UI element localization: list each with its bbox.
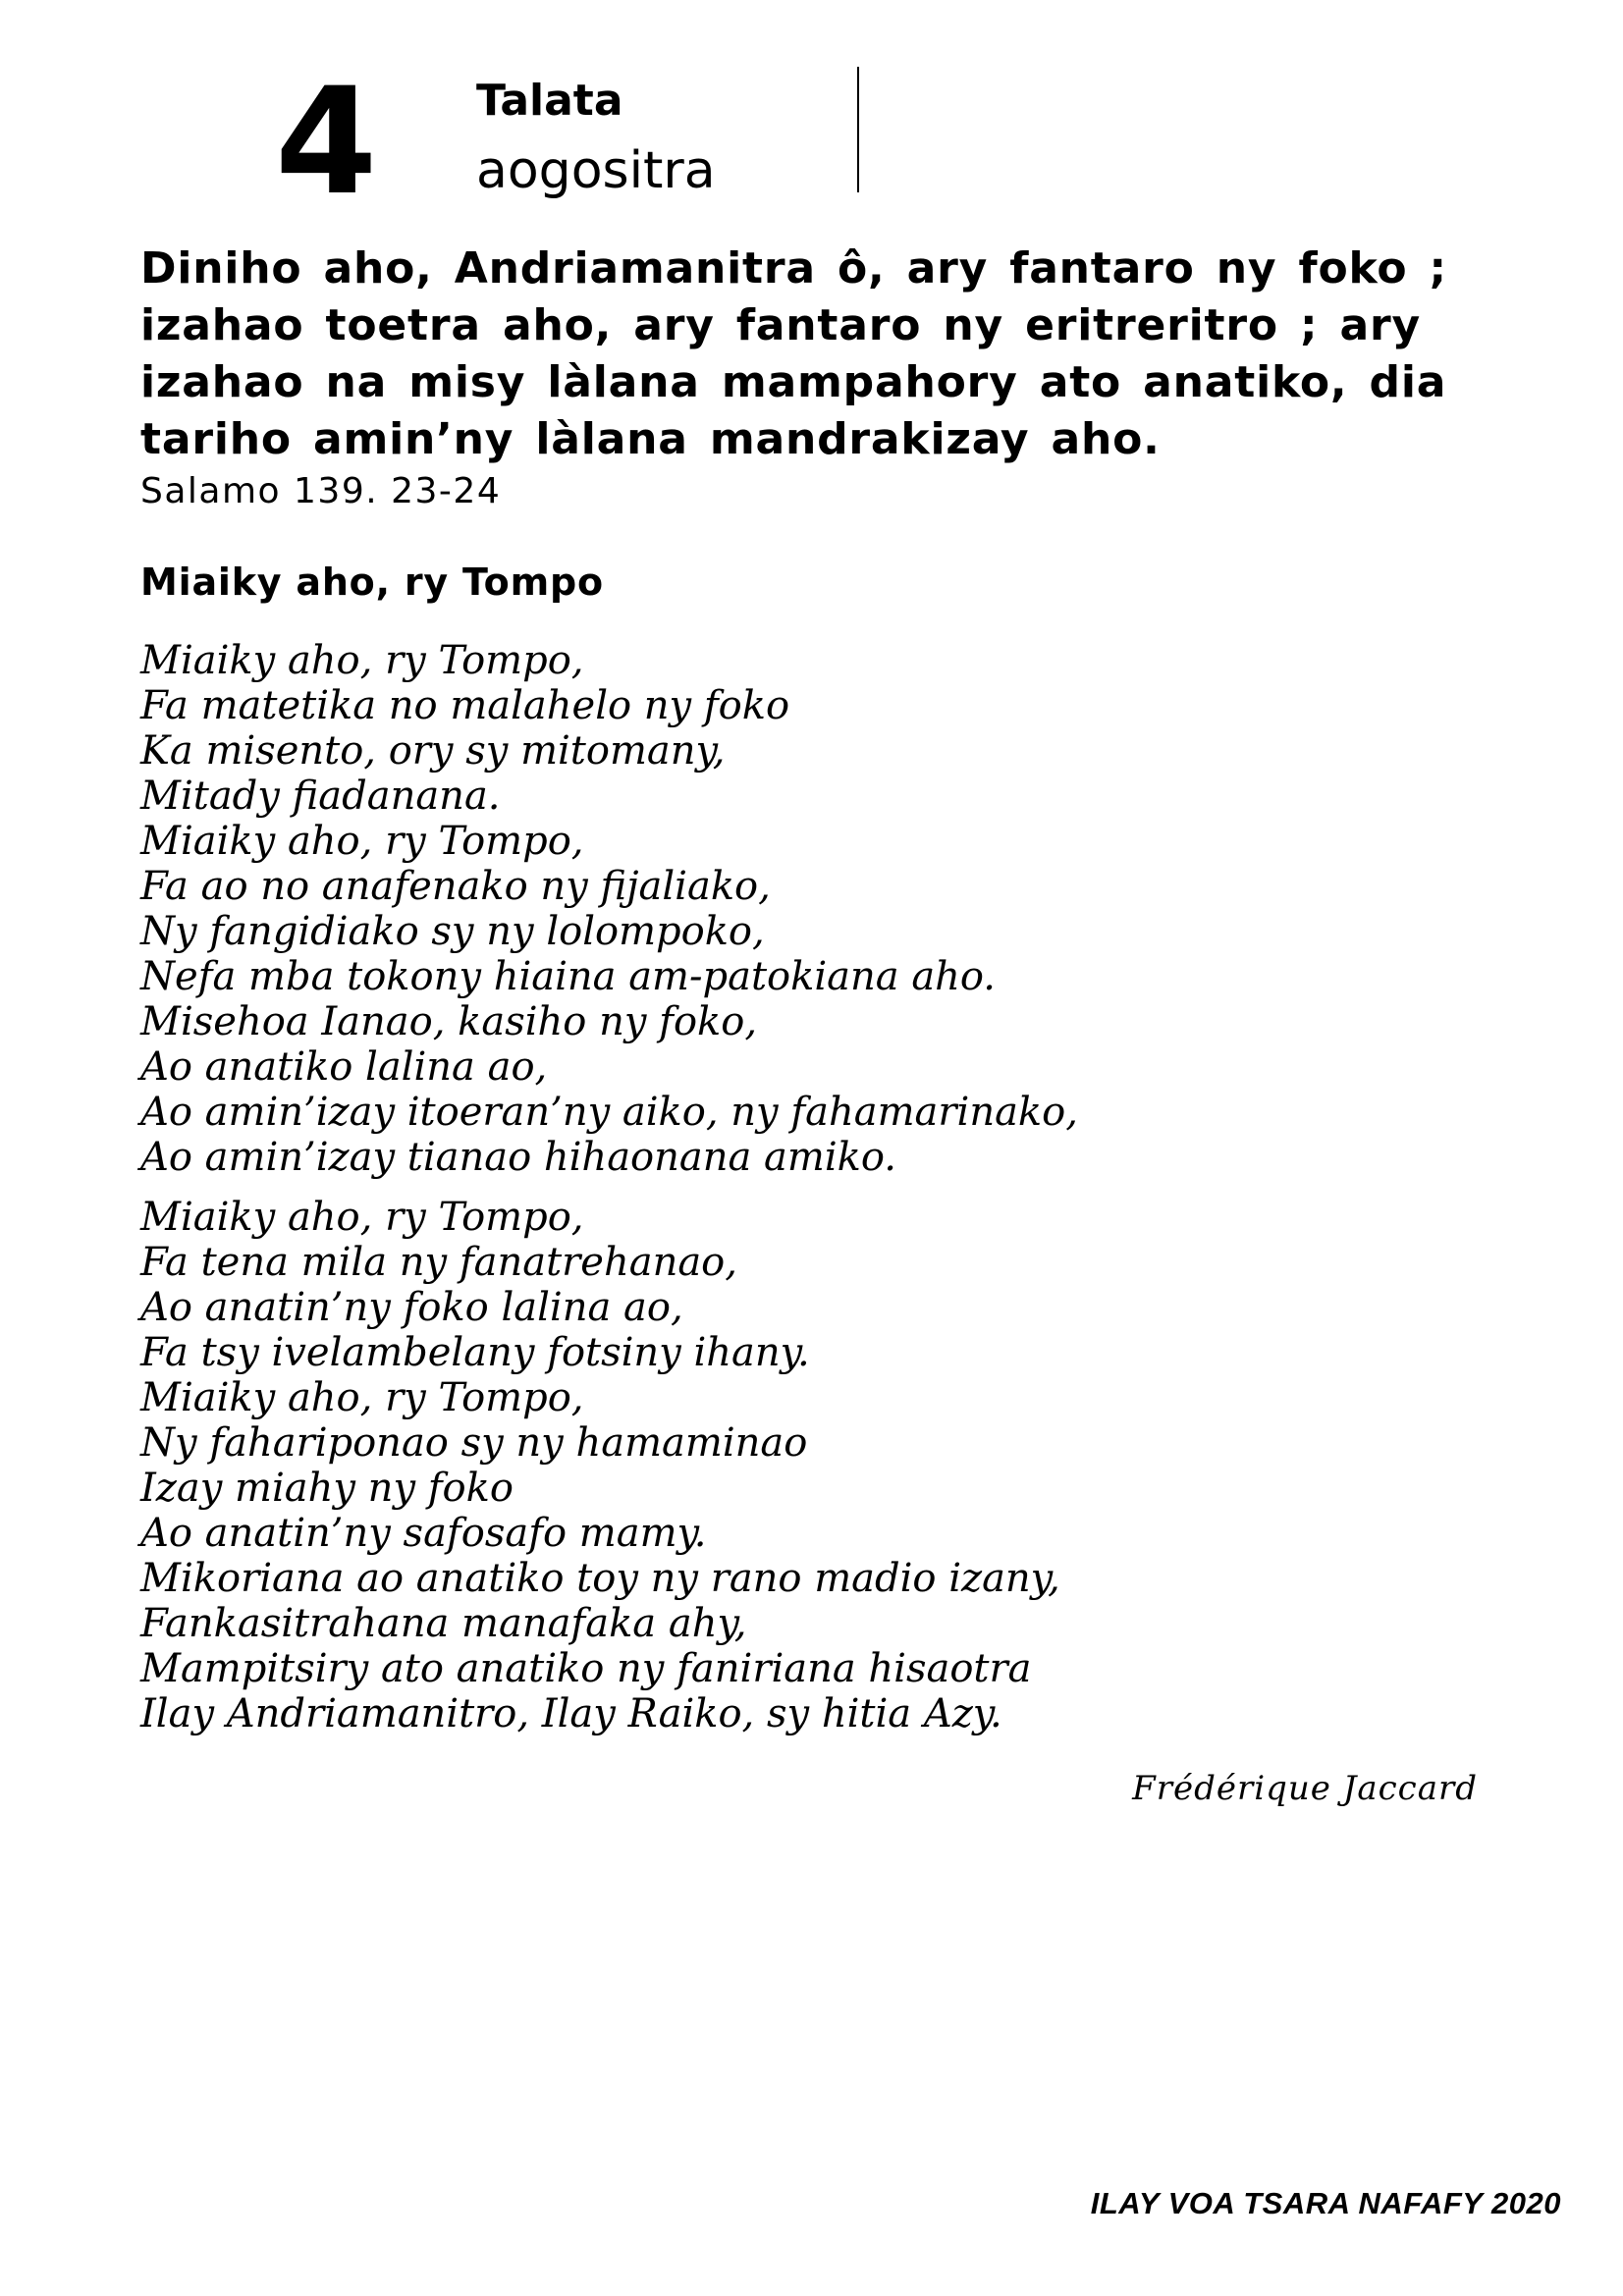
- footer-publication: ILAY VOA TSARA NAFAFY 2020: [1090, 2186, 1561, 2220]
- weekday-label: Talata: [476, 76, 623, 126]
- header-divider: [857, 67, 859, 192]
- poem-stanza-1: [140, 638, 1515, 1180]
- poem-line: Misehoa Ianao, kasiho ny foko,: [140, 999, 758, 1044]
- poem-line: Miaiky aho, ry Tompo,: [140, 638, 584, 683]
- poem-line: Mitady fiadanana.: [140, 774, 501, 819]
- poem-line: Ao amin’izay itoeran’ny aiko, ny fahamarinako,: [140, 1090, 1078, 1135]
- bible-verse: Diniho aho, Andriamanitra ô, ary fantaro ny foko ; izahao toetra aho, ary fantaro ny eritreritro ; ary izahao na misy làlana mampahory ato anatiko, dia tariho amin’ny làlana mandrakizay aho.: [140, 243, 1447, 464]
- poem-stanza-2: [140, 1195, 1515, 1736]
- poem-title: Miaiky aho, ry Tompo: [140, 561, 604, 604]
- poem-line: Fa ao no anafenako ny fijaliako,: [140, 864, 771, 909]
- poem-line: Mikoriana ao anatiko toy ny rano madio izany,: [140, 1556, 1060, 1601]
- poem-line: Fankasitrahana manafaka ahy,: [140, 1601, 747, 1646]
- poem-line: Miaiky aho, ry Tompo,: [140, 1195, 584, 1240]
- poem-line: Ilay Andriamanitro, Ilay Raiko, sy hitia Azy.: [140, 1691, 1002, 1736]
- poem-line: Ao amin’izay tianao hihaonana amiko.: [140, 1135, 896, 1180]
- verse-reference: Salamo 139. 23-24: [140, 471, 502, 511]
- poem-line: Ao anatin’ny safosafo mamy.: [140, 1511, 707, 1556]
- poem-line: Ao anatin’ny foko lalina ao,: [140, 1285, 683, 1330]
- poem-line: Fa matetika no malahelo ny foko: [140, 683, 790, 728]
- poem-line: Ny fangidiako sy ny lolompoko,: [140, 909, 765, 954]
- poem-line: Nefa mba tokony hiaina am-patokiana aho.: [140, 954, 997, 999]
- poem-line: Izay miahy ny foko: [140, 1466, 514, 1511]
- poem-line: Ny fahariponao sy ny hamaminao: [140, 1420, 808, 1466]
- month-label: aogositra: [476, 141, 716, 200]
- poem-line: Ao anatiko lalina ao,: [140, 1044, 548, 1090]
- poem-line: Fa tena mila ny fanatrehanao,: [140, 1240, 737, 1285]
- date-header: [275, 57, 864, 228]
- stanza-spacer: [140, 1180, 1515, 1195]
- poem-line: Miaiky aho, ry Tompo,: [140, 1375, 584, 1420]
- poem-line: Fa tsy ivelambelany fotsiny ihany.: [140, 1330, 810, 1375]
- poem-line: Mampitsiry ato anatiko ny faniriana hisaotra: [140, 1646, 1032, 1691]
- poem-line: Miaiky aho, ry Tompo,: [140, 819, 584, 864]
- poem-author: Frédérique Jaccard: [1132, 1769, 1478, 1808]
- poem-line: Ka misento, ory sy mitomany,: [140, 728, 726, 774]
- day-number: 4: [275, 57, 374, 228]
- poem-body: [140, 638, 1515, 1736]
